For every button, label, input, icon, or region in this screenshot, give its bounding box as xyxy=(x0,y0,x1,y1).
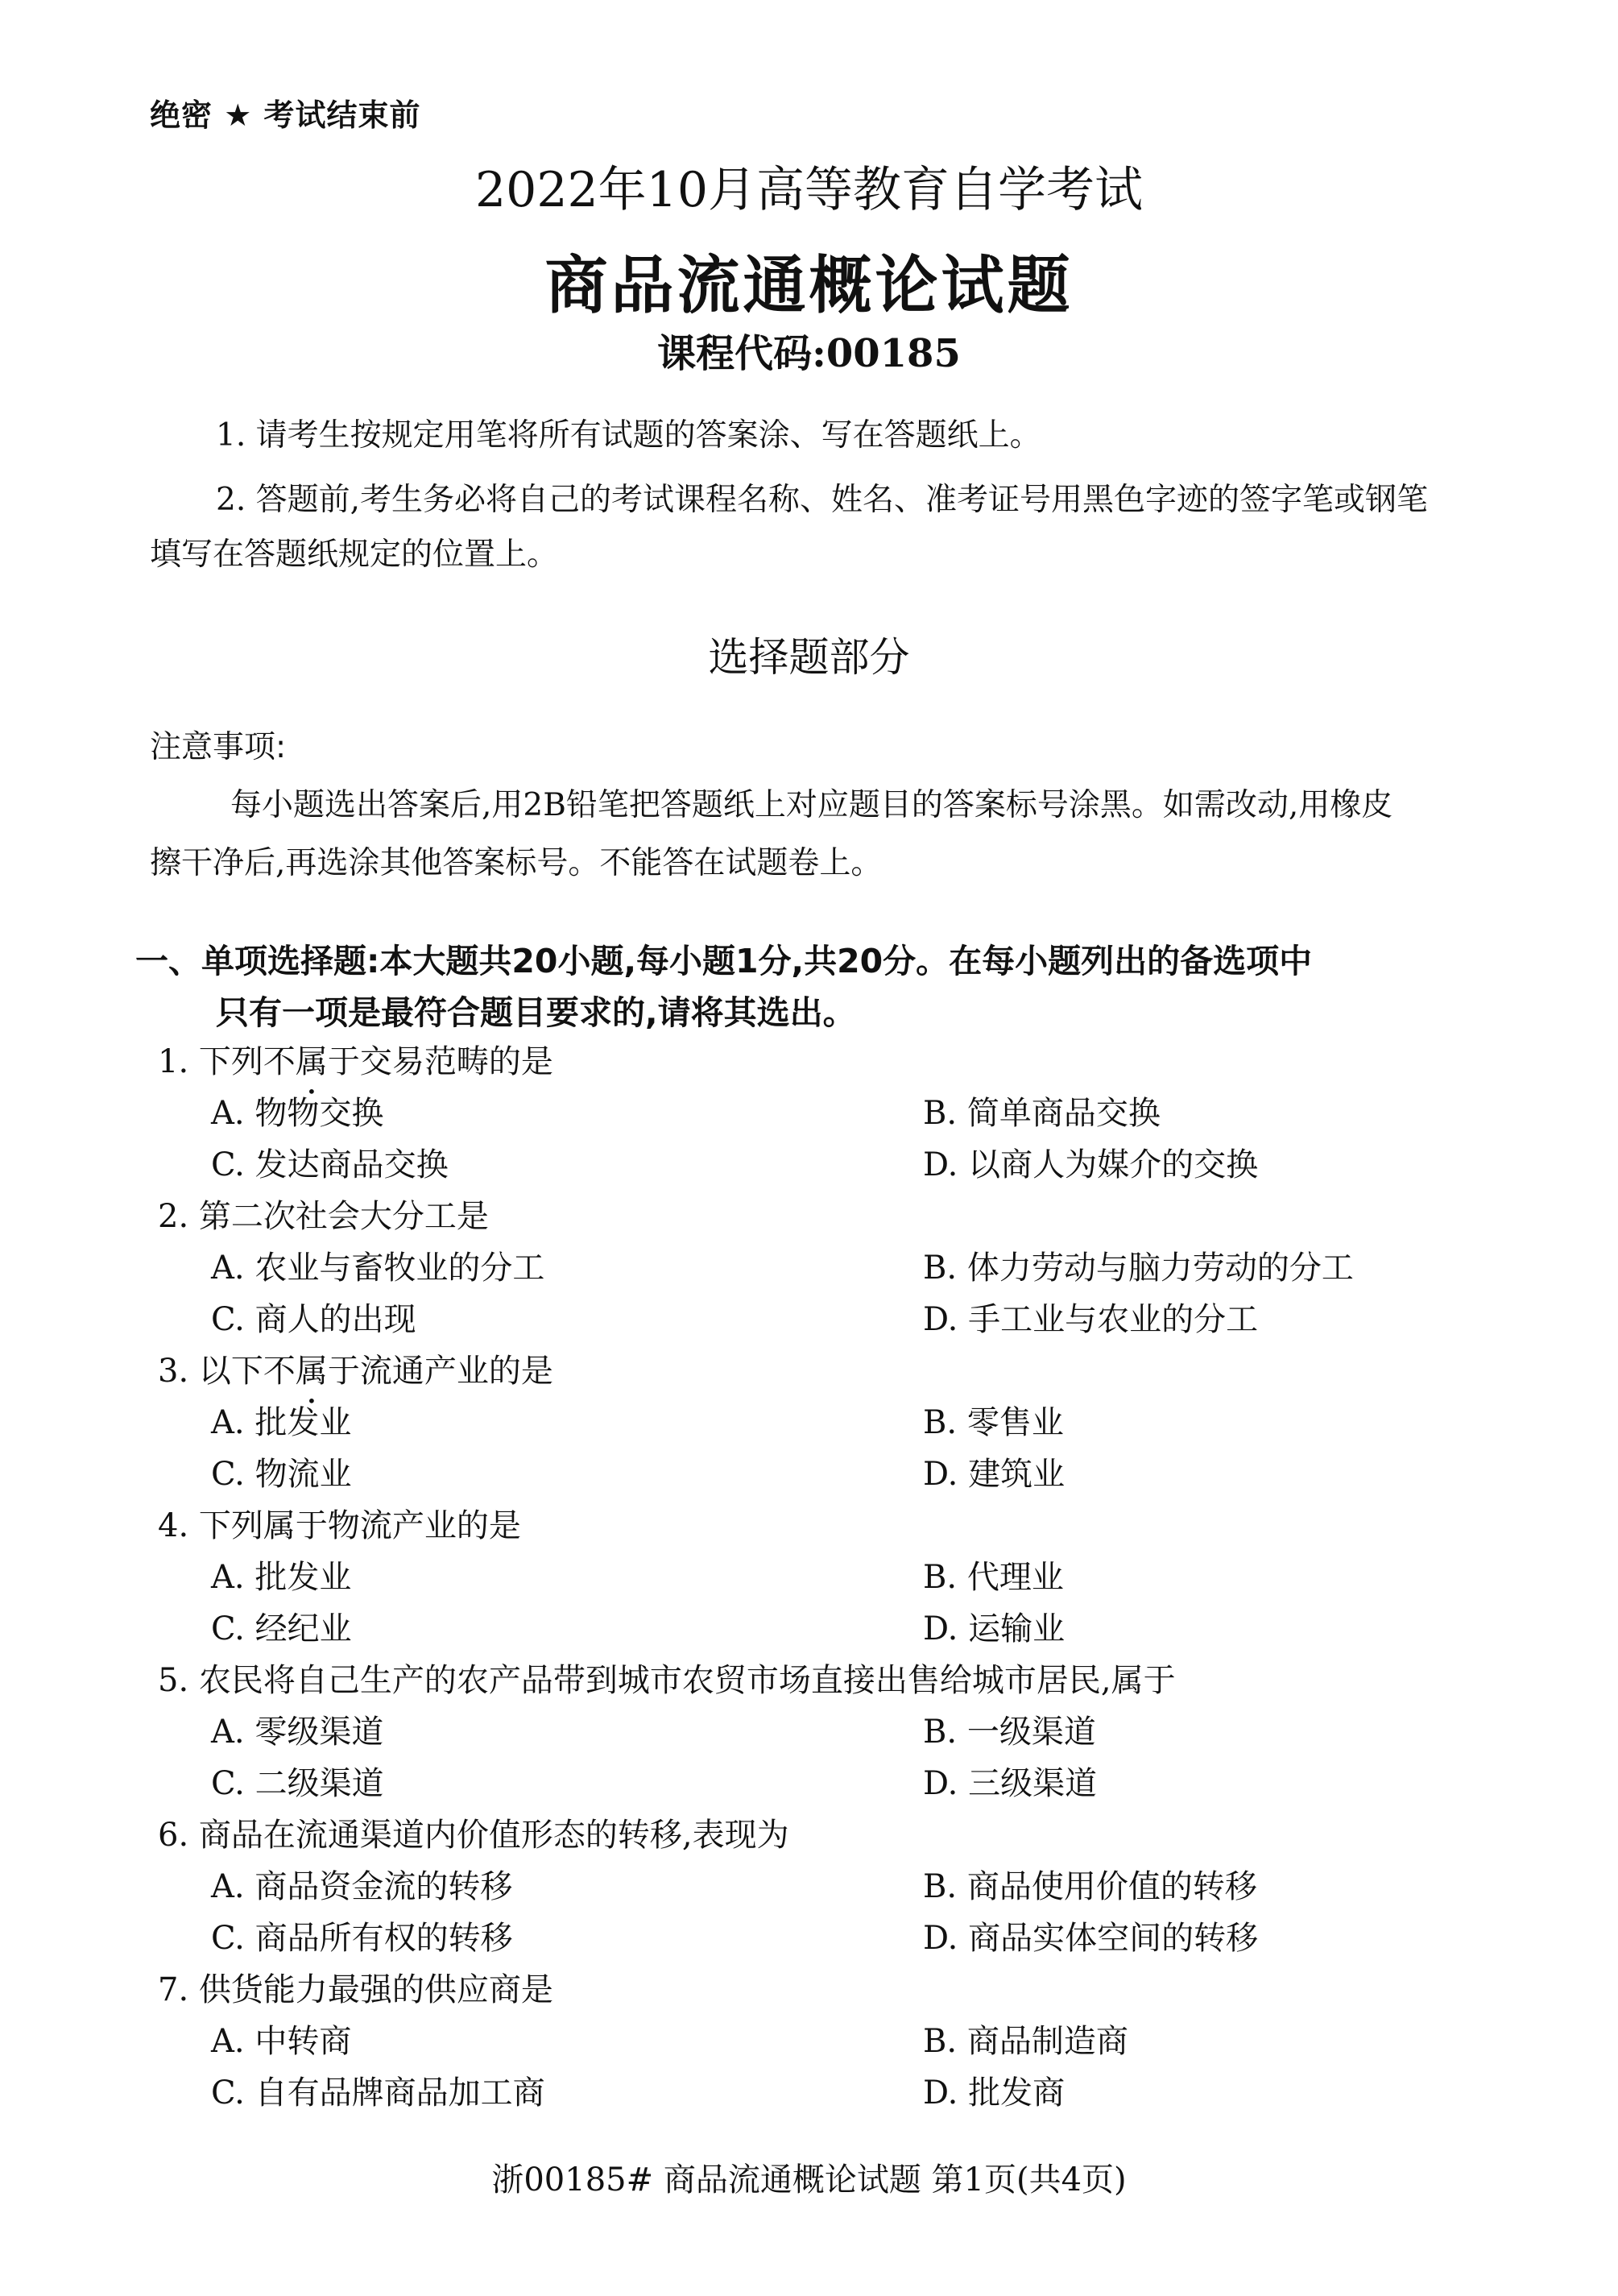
question-text: 商品在流通渠道内价值形态的转移,表现为 xyxy=(198,1817,789,1854)
notice-heading: 注意事项: xyxy=(150,729,287,765)
part-one-heading: 一、单项选择题:本大题共20小题,每小题1分,共20分。在每小题列出的备选项中 xyxy=(135,942,1313,980)
question-2-option-c: C. 商人的出现 xyxy=(211,1301,416,1338)
emphasis-text: 不属于 xyxy=(263,1043,360,1080)
question-4-option-b: B. 代理业 xyxy=(923,1559,1064,1596)
question-1-stem xyxy=(158,1036,553,1082)
question-number: 6. xyxy=(158,1817,189,1854)
section-title: 选择题部分 xyxy=(708,634,910,681)
question-6-option-d: D. 商品实体空间的转移 xyxy=(923,1920,1259,1957)
instruction-item-1: 1. 请考生按规定用笔将所有试题的答案涂、写在答题纸上。 xyxy=(216,417,1041,454)
question-1-option-d: D. 以商人为媒介的交换 xyxy=(923,1146,1259,1183)
question-7-option-a: A. 中转商 xyxy=(211,2023,352,2060)
question-3-option-d: D. 建筑业 xyxy=(923,1456,1066,1493)
question-1-option-c: C. 发达商品交换 xyxy=(211,1146,449,1183)
question-number: 4. xyxy=(158,1507,189,1544)
paper-title: 商品流通概论试题 xyxy=(544,250,1074,322)
question-number: 3. xyxy=(158,1353,189,1390)
question-text: 第二次社会大分工是 xyxy=(198,1198,489,1235)
instruction-item-2: 2. 答题前,考生务必将自己的考试课程名称、姓名、准考证号用黑色字迹的签字笔或钢笔 xyxy=(216,482,1429,518)
question-text-pre: 下列 xyxy=(198,1043,263,1080)
question-3-option-b: B. 零售业 xyxy=(923,1404,1064,1441)
question-number: 5. xyxy=(158,1662,189,1699)
part-one-heading-continued: 只有一项是最符合题目要求的,请将其选出。 xyxy=(216,993,856,1032)
question-6-option-c: C. 商品所有权的转移 xyxy=(211,1920,513,1957)
question-2-option-d: D. 手工业与农业的分工 xyxy=(923,1301,1259,1338)
question-text: 供货能力最强的供应商是 xyxy=(198,1971,553,2008)
question-7-option-d: D. 批发商 xyxy=(923,2074,1066,2112)
question-number: 1. xyxy=(158,1043,189,1080)
question-5-option-a: A. 零级渠道 xyxy=(211,1714,384,1751)
question-4-option-c: C. 经纪业 xyxy=(211,1610,352,1647)
emphasis-text: 不属于 xyxy=(263,1353,360,1390)
course-code: 课程代码:00185 xyxy=(657,331,961,376)
question-2-stem xyxy=(158,1191,489,1237)
question-6-option-a: A. 商品资金流的转移 xyxy=(211,1868,513,1905)
question-7-stem xyxy=(158,1964,553,2010)
question-number: 2. xyxy=(158,1198,189,1235)
question-7-option-b: B. 商品制造商 xyxy=(923,2023,1128,2060)
question-3-option-a: A. 批发业 xyxy=(211,1404,352,1441)
question-7-option-c: C. 自有品牌商品加工商 xyxy=(211,2074,545,2112)
instruction-item-2-continued: 填写在答题纸规定的位置上。 xyxy=(150,537,559,573)
question-4-option-a: A. 批发业 xyxy=(211,1559,352,1596)
question-1-option-a: A. 物物交换 xyxy=(211,1095,384,1132)
question-4-option-d: D. 运输业 xyxy=(923,1610,1066,1647)
question-5-option-d: D. 三级渠道 xyxy=(923,1765,1098,1802)
question-5-stem xyxy=(158,1655,1176,1701)
question-4-stem xyxy=(158,1500,521,1546)
question-text-pre: 以下 xyxy=(198,1353,263,1390)
question-text-post: 流通产业的是 xyxy=(359,1353,553,1390)
question-5-option-c: C. 二级渠道 xyxy=(211,1765,384,1802)
question-6-option-b: B. 商品使用价值的转移 xyxy=(923,1868,1257,1905)
notice-text-line-2: 擦干净后,再选涂其他答案标号。不能答在试题卷上。 xyxy=(150,845,883,881)
question-text: 下列属于物流产业的是 xyxy=(198,1507,521,1544)
question-5-option-b: B. 一级渠道 xyxy=(923,1714,1096,1751)
question-3-stem xyxy=(158,1345,553,1391)
question-2-option-a: A. 农业与畜牧业的分工 xyxy=(211,1250,545,1287)
question-number: 7. xyxy=(158,1971,189,2008)
confidential-mark: 绝密 ★ 考试结束前 xyxy=(150,97,421,133)
question-3-option-c: C. 物流业 xyxy=(211,1456,352,1493)
question-text-post: 交易范畴的是 xyxy=(359,1043,553,1080)
question-1-option-b: B. 简单商品交换 xyxy=(923,1095,1161,1132)
question-2-option-b: B. 体力劳动与脑力劳动的分工 xyxy=(923,1250,1354,1287)
page-footer: 浙00185# 商品流通概论试题 第1页(共4页) xyxy=(491,2161,1127,2199)
exam-title: 2022年10月高等教育自学考试 xyxy=(474,162,1144,218)
notice-text-line-1: 每小题选出答案后,用2B铅笔把答题纸上对应题目的答案标号涂黑。如需改动,用橡皮 xyxy=(230,787,1393,823)
question-text: 农民将自己生产的农产品带到城市农贸市场直接出售给城市居民,属于 xyxy=(198,1662,1176,1699)
question-6-stem xyxy=(158,1809,789,1855)
